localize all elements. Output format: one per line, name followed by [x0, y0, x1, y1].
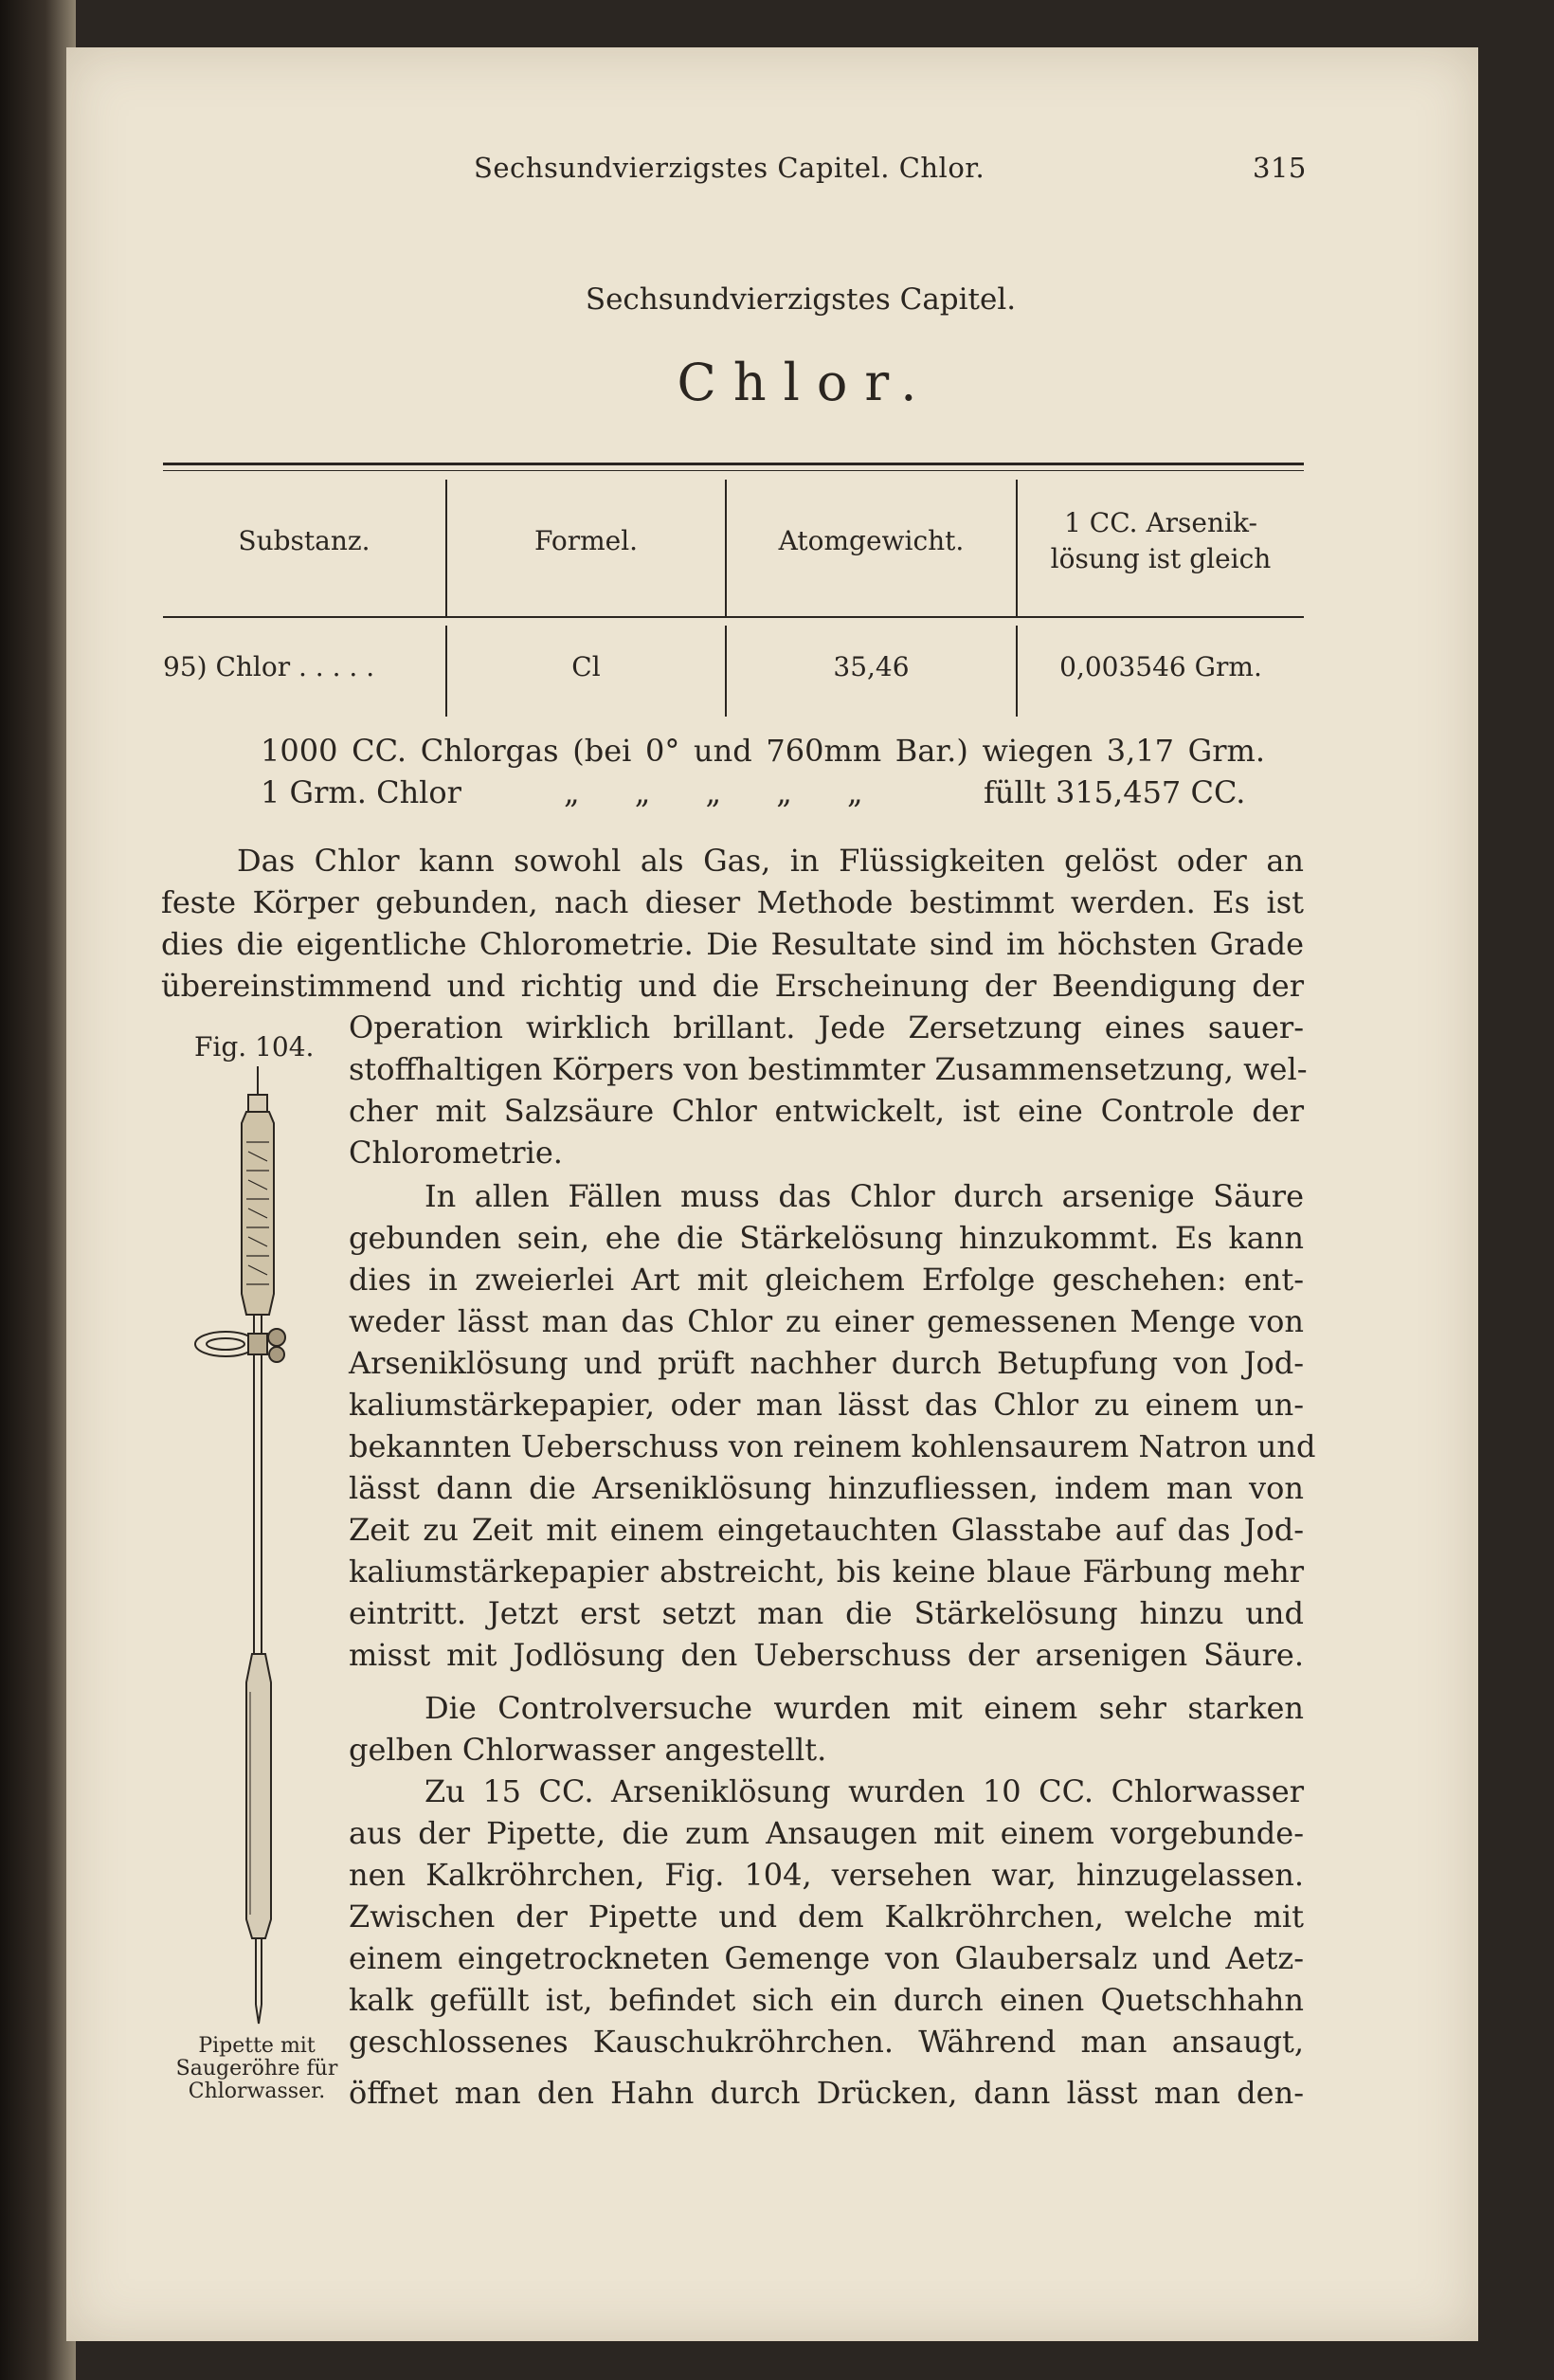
- text-line: feste Körper gebunden, nach dieser Methode bestimmt werden. Es ist: [161, 884, 1304, 920]
- text-line: kaliumstärkepapier, oder man lässt das Chlor zu einem un-: [349, 1387, 1304, 1423]
- table-header-equivalent-1: 1 CC. Arsenik-: [1064, 507, 1257, 538]
- text-line: Das Chlor kann sowohl als Gas, in Flüssigkeiten gelöst oder an: [237, 843, 1304, 879]
- text-line: geschlossenes Kauschukröhrchen. Während man ansaugt,: [349, 2024, 1304, 2060]
- text-line: Zeit zu Zeit mit einem eingetauchten Glasstabe auf das Jod-: [349, 1512, 1304, 1548]
- chapter-label: Sechsundvierzigstes Capitel.: [585, 282, 1017, 317]
- text-line: kaliumstärkepapier abstreicht, bis keine blaue Färbung mehr: [349, 1553, 1304, 1590]
- figure-caption-line: Pipette mit: [198, 2034, 316, 2058]
- table-header-rule: [163, 616, 1304, 618]
- text-line: kalk gefüllt ist, befindet sich ein durch einen Quetschhahn: [349, 1982, 1304, 2018]
- figure-label: Fig. 104.: [194, 1031, 315, 1063]
- table-top-rule: [163, 463, 1304, 465]
- text-line: Zwischen der Pipette und dem Kalkröhrchen, welche mit: [349, 1899, 1304, 1935]
- text-line: weder lässt man das Chlor zu einer gemessenen Menge von: [349, 1303, 1304, 1339]
- chapter-title: Chlor.: [677, 353, 934, 412]
- fact-line-2-ditto: „ „ „ „ „: [564, 774, 863, 810]
- table-header-atomgewicht: Atomgewicht.: [778, 525, 965, 556]
- text-line: dies die eigentliche Chlorometrie. Die Resultate sind im höchsten Grade: [161, 926, 1304, 962]
- table-cell-formula: Cl: [571, 651, 601, 682]
- table-header-substanz: Substanz.: [238, 525, 370, 556]
- fact-line-2-right: füllt 315,457 CC.: [984, 774, 1246, 810]
- text-line: misst mit Jodlösung den Ueberschuss der arsenigen Säure.: [349, 1637, 1304, 1673]
- text-line: Zu 15 CC. Arseniklösung wurden 10 CC. Chlorwasser: [425, 1773, 1304, 1809]
- table-header-formel: Formel.: [533, 525, 639, 556]
- text-line: dies in zweierlei Art mit gleichem Erfolge geschehen: ent-: [349, 1262, 1304, 1298]
- table-cell-atomic-weight: 35,46: [833, 651, 910, 682]
- fact-line-2-left: 1 Grm. Chlor: [261, 774, 461, 810]
- figure-caption-line: Chlorwasser.: [188, 2080, 326, 2103]
- pipette-figure: [190, 1066, 332, 2033]
- figure-caption-line: Saugeröhre für: [175, 2057, 338, 2080]
- text-line: Die Controlversuche wurden mit einem sehr starken: [425, 1690, 1304, 1726]
- text-line: In allen Fällen muss das Chlor durch arsenige Säure: [425, 1178, 1304, 1214]
- text-line: übereinstimmend und richtig und die Erscheinung der Beendigung der: [161, 968, 1304, 1004]
- text-line: gelben Chlorwasser angestellt.: [349, 1732, 827, 1768]
- text-line: bekannten Ueberschuss von reinem kohlensaurem Natron und: [349, 1428, 1316, 1464]
- table-cell-substance: 95) Chlor . . . . .: [163, 651, 375, 682]
- running-title: Sechsundvierzigstes Capitel. Chlor.: [474, 152, 985, 184]
- text-line: nen Kalkröhrchen, Fig. 104, versehen war, hinzugelassen.: [349, 1857, 1304, 1893]
- text-line: Operation wirklich brillant. Jede Zersetzung eines sauer-: [349, 1009, 1304, 1045]
- text-line: öffnet man den Hahn durch Drücken, dann lässt man den-: [349, 2075, 1304, 2111]
- table-cell-equivalent: 0,003546 Grm.: [1059, 651, 1262, 682]
- text-line: lässt dann die Arseniklösung hinzufliessen, indem man von: [349, 1470, 1304, 1506]
- text-line: Arseniklösung und prüft nachher durch Betupfung von Jod-: [349, 1345, 1304, 1381]
- text-line: stoffhaltigen Körpers von bestimmter Zusammensetzung, wel-: [349, 1051, 1308, 1087]
- text-line: aus der Pipette, die zum Ansaugen mit einem vorgebunde-: [349, 1815, 1304, 1851]
- text-line: gebunden sein, ehe die Stärkelösung hinzukommt. Es kann: [349, 1220, 1304, 1256]
- page-number: 315: [1253, 152, 1307, 184]
- text-line: eintritt. Jetzt erst setzt man die Stärkelösung hinzu und: [349, 1595, 1304, 1631]
- text-line: cher mit Salzsäure Chlor entwickelt, ist eine Controle der: [349, 1093, 1304, 1129]
- table-header-equivalent-2: lösung ist gleich: [1050, 543, 1272, 574]
- text-line: einem eingetrockneten Gemenge von Glaubersalz und Aetz-: [349, 1940, 1304, 1976]
- text-line: Chlorometrie.: [349, 1135, 563, 1171]
- fact-line-1: 1000 CC. Chlorgas (bei 0° und 760mm Bar.) wiegen 3,17 Grm.: [261, 733, 1265, 769]
- table-top-rule-thin: [163, 470, 1304, 471]
